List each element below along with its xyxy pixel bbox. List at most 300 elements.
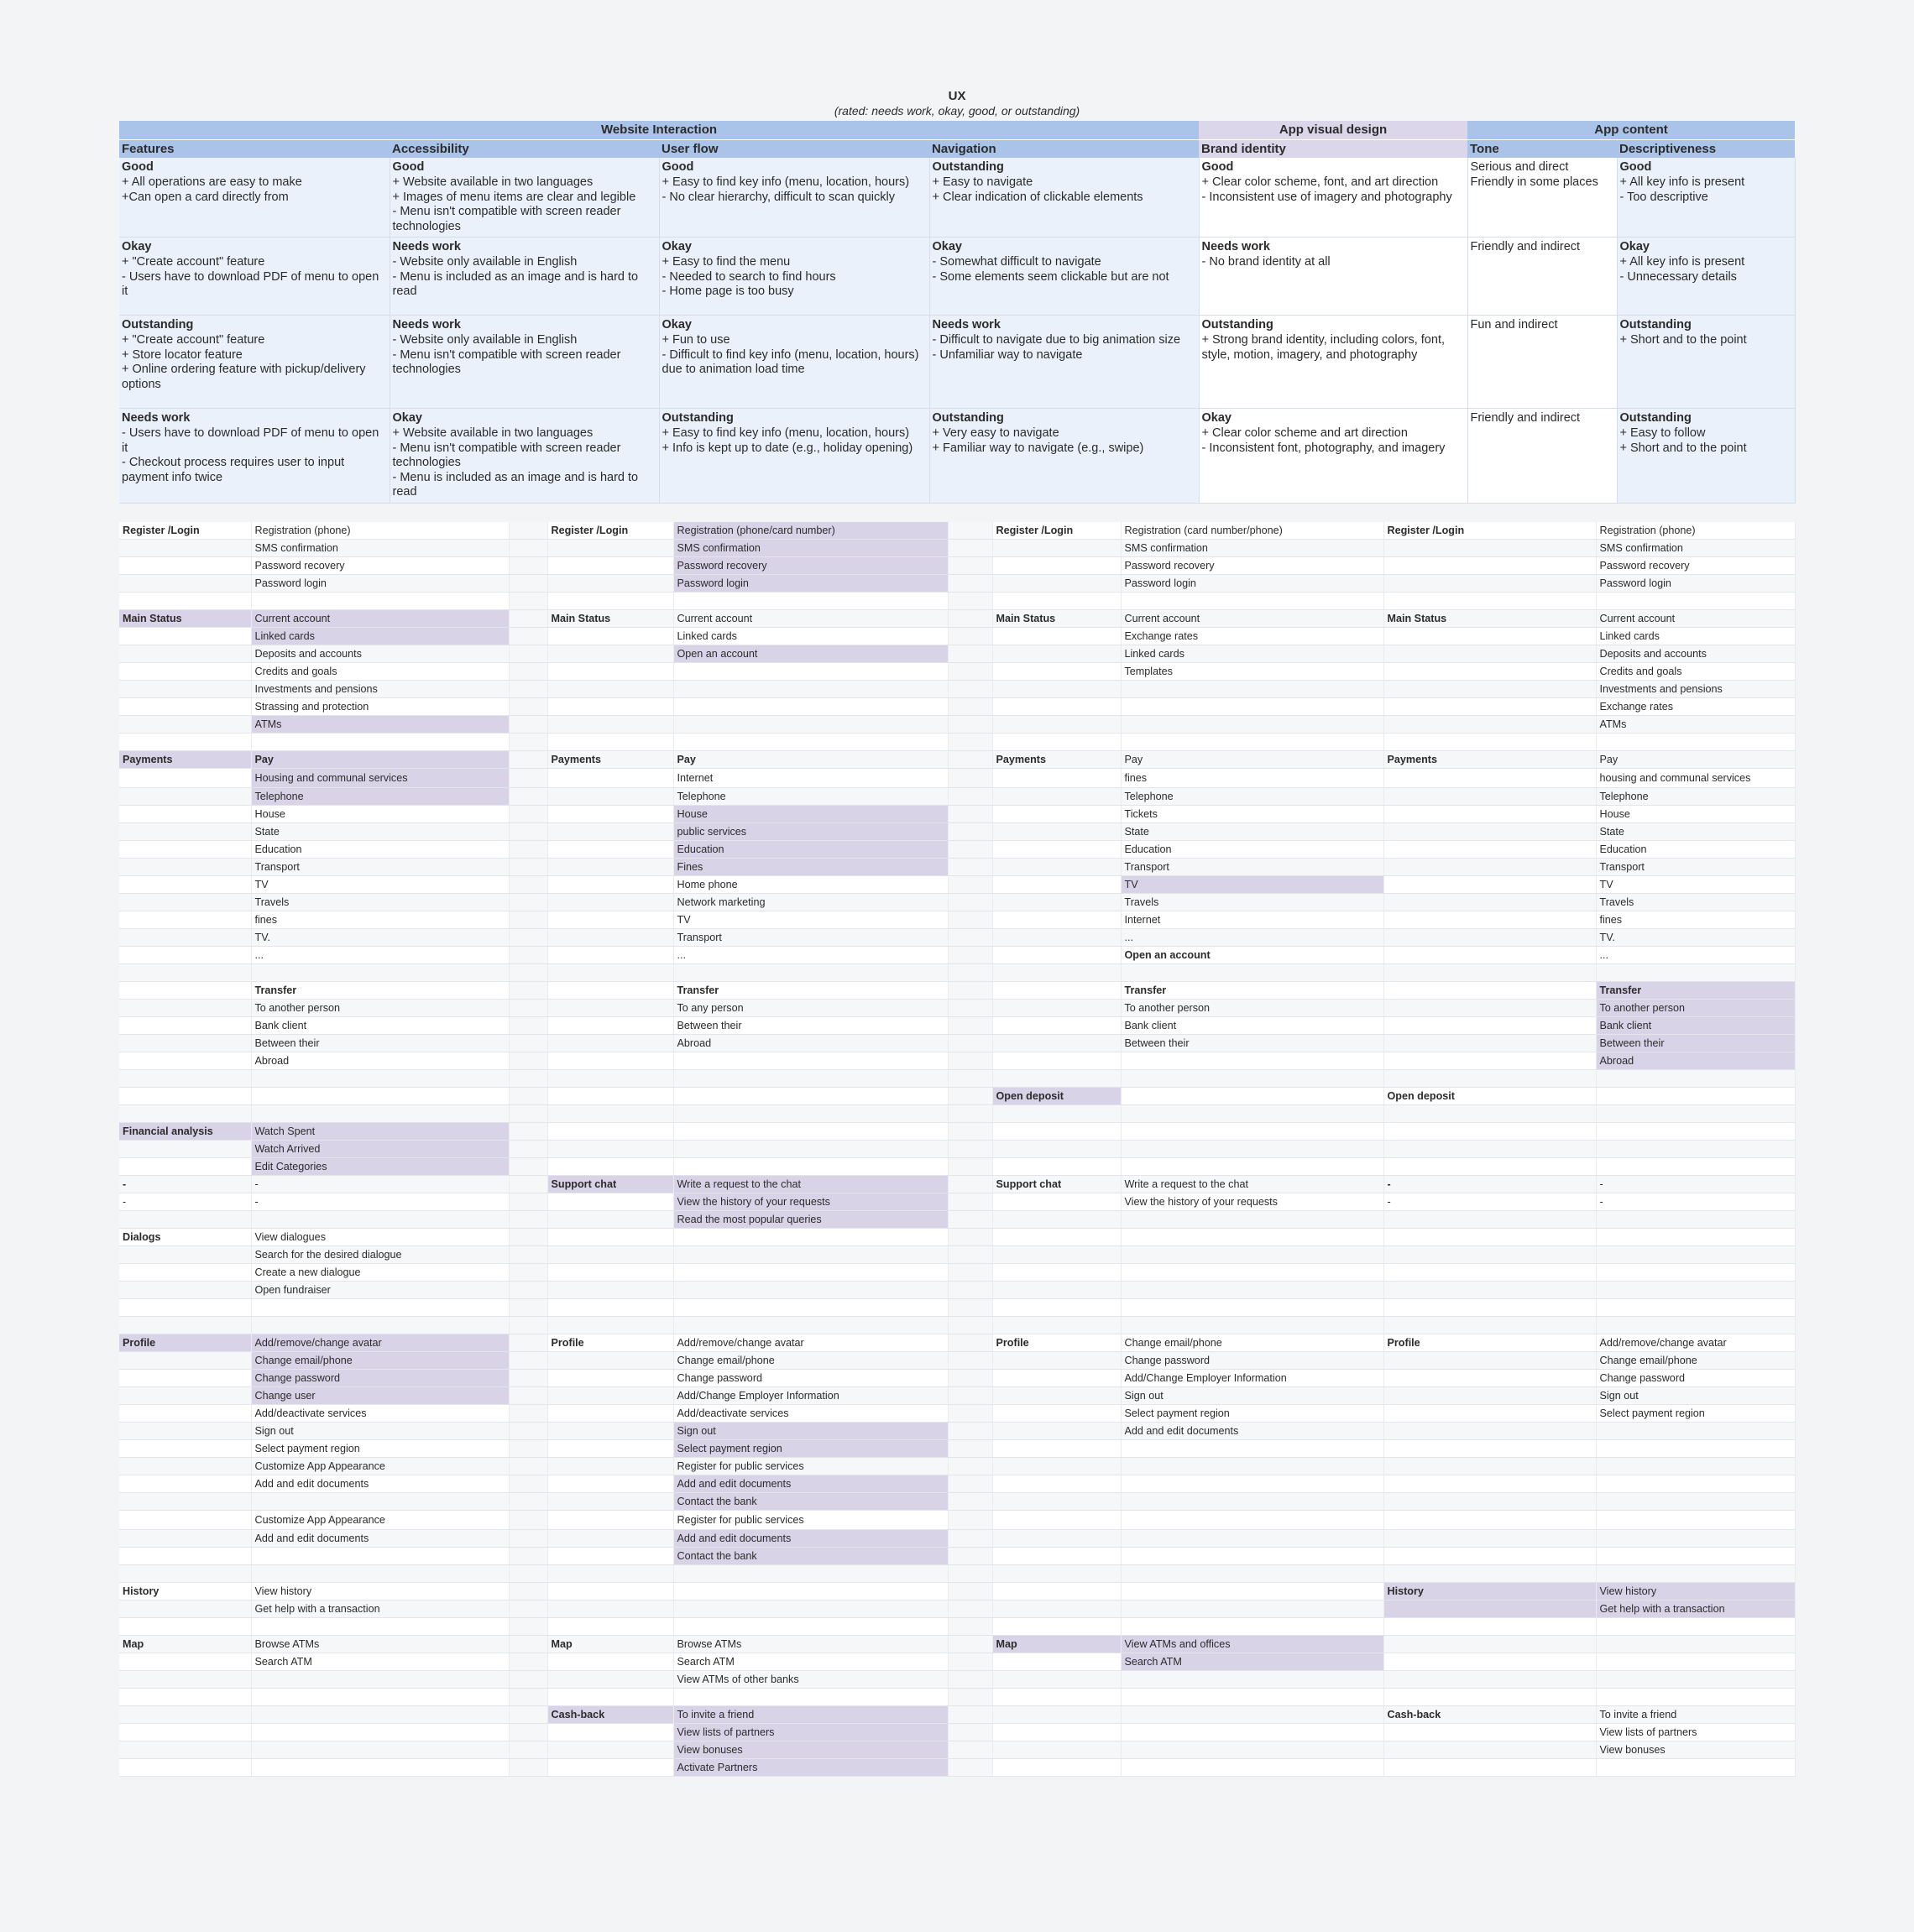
feature-item-cell	[509, 681, 547, 698]
feature-category-cell	[992, 859, 1121, 876]
column-header: User flow	[659, 139, 929, 158]
feature-item-cell	[948, 1636, 992, 1653]
feature-item-cell: Current account	[1596, 610, 1795, 628]
feature-category-cell	[119, 964, 251, 982]
feature-item-cell	[1596, 1141, 1795, 1158]
rating-label: Outstanding	[662, 411, 734, 426]
feature-item-cell	[509, 1600, 547, 1618]
feature-item-cell: Transfer	[1596, 982, 1795, 1000]
note-line: - Inconsistent use of imagery and photography	[1201, 190, 1452, 204]
feature-category-cell	[1383, 1689, 1596, 1706]
feature-item-cell	[509, 663, 547, 681]
feature-item-cell: Get help with a transaction	[1596, 1600, 1795, 1618]
feature-item-cell	[1596, 1229, 1795, 1246]
feature-item-cell	[509, 1689, 547, 1706]
feature-item-cell	[509, 894, 547, 911]
feature-row	[119, 610, 1795, 628]
feature-item-cell	[1596, 1653, 1795, 1671]
feature-item-cell	[509, 557, 547, 575]
feature-item-cell	[1596, 1440, 1795, 1458]
feature-item-cell: Telephone	[1121, 788, 1383, 806]
feature-item-cell	[251, 1671, 509, 1689]
feature-category-cell	[1383, 1211, 1596, 1229]
feature-item-cell: Add/Change Employer Information	[673, 1387, 948, 1405]
feature-item-cell	[1596, 1246, 1795, 1264]
feature-item-cell	[948, 1618, 992, 1636]
feature-category-cell	[547, 1671, 673, 1689]
feature-item-cell: Investments and pensions	[251, 681, 509, 698]
feature-category-cell	[1383, 1653, 1596, 1671]
feature-row	[119, 769, 1795, 788]
feature-item-cell: Select payment region	[673, 1440, 948, 1458]
feature-category-cell	[119, 698, 251, 716]
feature-item-cell: Select payment region	[1596, 1405, 1795, 1423]
feature-row	[119, 1052, 1795, 1070]
feature-category-cell	[992, 876, 1121, 894]
feature-category-cell	[119, 1158, 251, 1176]
rating-label: Okay	[662, 240, 692, 254]
feature-item-cell: Register for public services	[673, 1458, 948, 1475]
feature-category-cell	[547, 1387, 673, 1405]
feature-item-cell	[509, 575, 547, 593]
rating-label: Needs work	[392, 318, 461, 332]
feature-category-cell	[1383, 1618, 1596, 1636]
feature-category-cell	[119, 859, 251, 876]
feature-item-cell: Telephone	[673, 788, 948, 806]
feature-item-cell	[948, 645, 992, 663]
feature-item-cell	[673, 698, 948, 716]
feature-category-cell	[1383, 1141, 1596, 1158]
feature-item-cell	[948, 1671, 992, 1689]
feature-category-cell	[992, 1070, 1121, 1088]
feature-item-cell	[509, 1017, 547, 1035]
feature-category-cell	[119, 1070, 251, 1088]
feature-item-cell	[948, 1475, 992, 1493]
feature-item-cell	[1596, 1671, 1795, 1689]
feature-item-cell: Search for the desired dialogue	[251, 1246, 509, 1264]
ux-title-cell	[119, 86, 1795, 121]
feature-item-cell	[1596, 1088, 1795, 1105]
feature-category-cell	[992, 698, 1121, 716]
feature-category-cell	[119, 1282, 251, 1299]
feature-item-cell	[509, 982, 547, 1000]
feature-row	[119, 645, 1795, 663]
feature-item-cell	[251, 964, 509, 982]
feature-item-cell	[673, 1317, 948, 1334]
feature-category-cell	[992, 1123, 1121, 1141]
feature-row	[119, 540, 1795, 557]
feature-item-cell: Telephone	[251, 788, 509, 806]
feature-item-cell: Watch Spent	[251, 1123, 509, 1141]
feature-item-cell	[948, 540, 992, 557]
feature-item-cell	[509, 1387, 547, 1405]
feature-item-cell	[1596, 1282, 1795, 1299]
feature-row	[119, 1141, 1795, 1158]
feature-category-cell	[119, 876, 251, 894]
feature-category-cell	[1383, 628, 1596, 645]
note-line: - Menu isn't compatible with screen reader technologies	[392, 205, 621, 233]
feature-item-cell: Open fundraiser	[251, 1282, 509, 1299]
feature-item-cell	[948, 557, 992, 575]
feature-item-cell: Watch Arrived	[251, 1141, 509, 1158]
feature-category-cell	[119, 1387, 251, 1405]
feature-category-cell	[119, 1264, 251, 1282]
feature-item-cell	[1121, 964, 1383, 982]
feature-item-cell	[948, 1299, 992, 1317]
rating-label: Outstanding	[1201, 318, 1273, 332]
feature-category-cell	[547, 1565, 673, 1583]
feature-item-cell: Templates	[1121, 663, 1383, 681]
feature-item-cell	[948, 628, 992, 645]
note-line: - Some elements seem clickable but are not	[932, 269, 1169, 284]
note-line: - Users have to download PDF of menu to open it	[122, 426, 379, 455]
feature-item-cell	[948, 1405, 992, 1423]
feature-category-cell	[119, 1370, 251, 1387]
feature-item-cell: ...	[1121, 929, 1383, 947]
feature-row	[119, 929, 1795, 947]
feature-item-cell: SMS confirmation	[673, 540, 948, 557]
feature-item-cell	[251, 1759, 509, 1777]
ux-cell	[1617, 316, 1795, 409]
feature-category-cell	[992, 1000, 1121, 1017]
feature-item-cell	[1596, 1458, 1795, 1475]
note-line: + "Create account" feature	[122, 332, 265, 347]
feature-category-cell	[1383, 1035, 1596, 1052]
feature-category-cell	[119, 1246, 251, 1264]
feature-item-cell	[1121, 1070, 1383, 1088]
feature-item-cell	[948, 1653, 992, 1671]
feature-item-cell	[673, 1618, 948, 1636]
feature-row	[119, 1423, 1795, 1440]
feature-item-cell	[1121, 593, 1383, 610]
feature-category-cell	[119, 911, 251, 929]
feature-category-cell	[547, 1282, 673, 1299]
feature-item-cell	[509, 1158, 547, 1176]
feature-item-cell: State	[251, 823, 509, 841]
feature-item-cell: Password recovery	[673, 557, 948, 575]
feature-item-cell: Abroad	[1596, 1052, 1795, 1070]
note-line: + Website available in two languages	[392, 426, 594, 440]
feature-item-cell	[509, 1618, 547, 1636]
feature-row	[119, 1636, 1795, 1653]
feature-item-cell	[1596, 964, 1795, 982]
note-line: + Easy to find key info (menu, location, hours)	[662, 426, 910, 440]
feature-item-cell: Credits and goals	[251, 663, 509, 681]
feature-item-cell	[509, 876, 547, 894]
column-header: Navigation	[929, 139, 1199, 158]
feature-item-cell: Sign out	[1596, 1387, 1795, 1405]
feature-item-cell	[509, 1141, 547, 1158]
rating-label: Outstanding	[1619, 411, 1692, 426]
feature-item-cell: Registration (phone/card number)	[673, 522, 948, 540]
feature-item-cell: View history	[251, 1583, 509, 1600]
feature-category-cell	[992, 1052, 1121, 1070]
feature-category-cell	[547, 698, 673, 716]
feature-item-cell: Add and edit documents	[251, 1530, 509, 1548]
feature-item-cell	[948, 1706, 992, 1724]
feature-category-cell	[547, 593, 673, 610]
feature-item-cell: Between their	[1596, 1035, 1795, 1052]
feature-item-cell	[948, 1511, 992, 1530]
feature-category-cell	[992, 1653, 1121, 1671]
feature-category-cell	[992, 1440, 1121, 1458]
feature-category-cell	[1383, 698, 1596, 716]
ux-cell	[390, 158, 659, 237]
feature-item-cell: Fines	[673, 859, 948, 876]
feature-item-cell: Edit Categories	[251, 1158, 509, 1176]
ux-cell	[1467, 238, 1617, 316]
note-line: + Online ordering feature with pickup/delivery options	[122, 363, 366, 391]
rating-label: Outstanding	[122, 318, 194, 332]
feature-item-cell: View lists of partners	[1596, 1724, 1795, 1741]
feature-category-cell	[992, 806, 1121, 823]
feature-category-cell	[1383, 593, 1596, 610]
feature-item-cell	[948, 716, 992, 734]
feature-category-cell	[992, 734, 1121, 751]
ux-cell	[929, 316, 1199, 409]
ux-cell	[659, 238, 929, 316]
feature-category-cell	[1383, 1493, 1596, 1511]
feature-item-cell: Add/remove/change avatar	[673, 1334, 948, 1352]
note-line: + "Create account" feature	[122, 254, 265, 269]
ux-comparison-table	[119, 86, 1796, 504]
note-line: + Images of menu items are clear and legible	[392, 190, 636, 204]
feature-category-cell	[119, 1511, 251, 1530]
feature-item-cell	[509, 1706, 547, 1724]
feature-category-cell	[992, 1141, 1121, 1158]
feature-row	[119, 1475, 1795, 1493]
feature-row	[119, 1070, 1795, 1088]
feature-category-cell	[547, 1423, 673, 1440]
feature-category-cell	[547, 716, 673, 734]
feature-category-cell	[992, 911, 1121, 929]
feature-item-cell: Pay	[673, 751, 948, 769]
note-line: - Home page is too busy	[662, 285, 794, 299]
feature-category-cell	[1383, 557, 1596, 575]
column-header: Descriptiveness	[1617, 139, 1795, 158]
feature-category-cell	[547, 929, 673, 947]
feature-category-cell: Open deposit	[1383, 1088, 1596, 1105]
feature-item-cell	[1596, 734, 1795, 751]
feature-row	[119, 1583, 1795, 1600]
feature-item-cell	[509, 1193, 547, 1211]
feature-category-cell: Profile	[119, 1334, 251, 1352]
feature-item-cell: Search ATM	[673, 1653, 948, 1671]
feature-item-cell	[1121, 1123, 1383, 1141]
feature-item-cell	[948, 1493, 992, 1511]
feature-category-cell	[992, 681, 1121, 698]
feature-category-cell	[992, 1352, 1121, 1370]
feature-category-cell: Financial analysis	[119, 1123, 251, 1141]
feature-item-cell: View lists of partners	[673, 1724, 948, 1741]
feature-category-cell	[119, 823, 251, 841]
ux-cell	[1617, 238, 1795, 316]
feature-category-cell	[992, 557, 1121, 575]
feature-category-cell	[547, 1035, 673, 1052]
feature-row	[119, 788, 1795, 806]
feature-item-cell: Registration (card number/phone)	[1121, 522, 1383, 540]
feature-category-cell	[992, 1530, 1121, 1548]
feature-category-cell	[119, 1440, 251, 1458]
feature-item-cell	[948, 663, 992, 681]
feature-category-cell	[992, 894, 1121, 911]
feature-category-cell	[1383, 1511, 1596, 1530]
feature-category-cell: Dialogs	[119, 1229, 251, 1246]
note-line: + All key info is present	[1619, 175, 1745, 189]
feature-row	[119, 698, 1795, 716]
feature-row	[119, 681, 1795, 698]
feature-category-cell	[992, 1317, 1121, 1334]
feature-item-cell	[509, 1229, 547, 1246]
feature-category-cell	[547, 1193, 673, 1211]
feature-category-cell	[992, 1724, 1121, 1741]
feature-item-cell	[509, 1759, 547, 1777]
feature-category-cell	[992, 1618, 1121, 1636]
feature-item-cell	[1121, 1706, 1383, 1724]
feature-item-cell	[509, 1583, 547, 1600]
feature-item-cell	[948, 1176, 992, 1193]
group-app-visual-design: App visual design	[1199, 121, 1467, 139]
feature-item-cell: Password login	[1596, 575, 1795, 593]
feature-item-cell: Deposits and accounts	[251, 645, 509, 663]
feature-item-cell	[1596, 1511, 1795, 1530]
ux-cell	[390, 409, 659, 504]
note-line: +Can open a card directly from	[122, 190, 289, 204]
feature-item-cell	[1596, 1423, 1795, 1440]
feature-category-cell	[992, 1671, 1121, 1689]
feature-category-cell	[547, 1724, 673, 1741]
feature-item-cell: Travels	[1596, 894, 1795, 911]
feature-item-cell	[1121, 1759, 1383, 1777]
feature-item-cell: Write a request to the chat	[1121, 1176, 1383, 1193]
feature-category-cell: Cash-back	[1383, 1706, 1596, 1724]
feature-item-cell	[1121, 1052, 1383, 1070]
feature-row	[119, 734, 1795, 751]
rating-label: Good	[1201, 160, 1234, 175]
feature-category-cell	[547, 1689, 673, 1706]
note-line: + Easy to find key info (menu, location, hours)	[662, 175, 910, 189]
feature-item-cell: Between their	[251, 1035, 509, 1052]
feature-item-cell	[673, 1264, 948, 1282]
feature-item-cell	[948, 1759, 992, 1777]
feature-item-cell: Transfer	[1121, 982, 1383, 1000]
feature-category-cell	[1383, 1052, 1596, 1070]
feature-item-cell: Sign out	[673, 1423, 948, 1440]
feature-item-cell: Education	[1121, 841, 1383, 859]
feature-item-cell	[1596, 1759, 1795, 1777]
feature-category-cell	[1383, 1565, 1596, 1583]
feature-row	[119, 911, 1795, 929]
feature-item-cell	[251, 734, 509, 751]
feature-category-cell	[992, 1246, 1121, 1264]
feature-item-cell	[1596, 1158, 1795, 1176]
feature-row	[119, 1246, 1795, 1264]
feature-item-cell	[948, 1334, 992, 1352]
feature-row	[119, 1000, 1795, 1017]
feature-category-cell	[992, 645, 1121, 663]
ux-row	[119, 238, 1795, 316]
note-line: + All operations are easy to make	[122, 175, 302, 189]
feature-item-cell: ...	[251, 947, 509, 964]
feature-item-cell: Password login	[1121, 575, 1383, 593]
feature-category-cell: Cash-back	[547, 1706, 673, 1724]
feature-item-cell	[509, 1088, 547, 1105]
feature-row	[119, 1493, 1795, 1511]
feature-item-cell	[948, 1530, 992, 1548]
feature-category-cell	[547, 1493, 673, 1511]
feature-item-cell: House	[251, 806, 509, 823]
note-line: + Very easy to navigate	[932, 426, 1059, 440]
feature-item-cell	[1596, 1493, 1795, 1511]
feature-item-cell: Linked cards	[251, 628, 509, 645]
feature-category-cell	[119, 947, 251, 964]
feature-category-cell: Register /Login	[547, 522, 673, 540]
feature-item-cell	[509, 1352, 547, 1370]
feature-item-cell	[509, 1070, 547, 1088]
feature-item-cell	[251, 1565, 509, 1583]
feature-item-cell: Pay	[1596, 751, 1795, 769]
feature-category-cell	[1383, 859, 1596, 876]
feature-row	[119, 1653, 1795, 1671]
feature-item-cell	[673, 1583, 948, 1600]
feature-item-cell	[1121, 1264, 1383, 1282]
note-line: - Too descriptive	[1619, 190, 1708, 204]
feature-item-cell	[1121, 698, 1383, 716]
feature-category-cell	[547, 964, 673, 982]
feature-item-cell: SMS confirmation	[1121, 540, 1383, 557]
feature-item-cell	[948, 1123, 992, 1141]
note-line: + All key info is present	[1619, 254, 1745, 269]
feature-category-cell	[1383, 947, 1596, 964]
feature-row	[119, 1458, 1795, 1475]
feature-category-cell	[119, 1565, 251, 1583]
feature-item-cell: Select payment region	[1121, 1405, 1383, 1423]
feature-category-cell	[1383, 1282, 1596, 1299]
feature-item-cell: Transfer	[673, 982, 948, 1000]
feature-item-cell	[1596, 1548, 1795, 1565]
feature-category-cell	[1383, 1636, 1596, 1653]
feature-category-cell	[992, 964, 1121, 982]
feature-item-cell	[1121, 1105, 1383, 1123]
note-line: Friendly and indirect	[1470, 240, 1581, 254]
feature-category-cell: Open deposit	[992, 1088, 1121, 1105]
rating-label: Needs work	[932, 318, 1001, 332]
feature-category-cell	[1383, 1000, 1596, 1017]
ux-row	[119, 158, 1795, 237]
feature-row	[119, 1405, 1795, 1423]
note-line: Fun and indirect	[1470, 318, 1558, 332]
feature-item-cell: fines	[251, 911, 509, 929]
note-line: + Store locator feature	[122, 347, 243, 362]
feature-item-cell	[1121, 1141, 1383, 1158]
feature-category-cell	[119, 841, 251, 859]
feature-category-cell	[547, 947, 673, 964]
feature-category-cell	[1383, 1229, 1596, 1246]
feature-category-cell	[1383, 663, 1596, 681]
feature-item-cell	[509, 1671, 547, 1689]
feature-item-cell	[509, 929, 547, 947]
feature-item-cell: Travels	[251, 894, 509, 911]
note-line: + Short and to the point	[1619, 332, 1747, 347]
feature-category-cell	[1383, 1440, 1596, 1458]
feature-item-cell	[673, 1070, 948, 1088]
feature-item-cell: Add/deactivate services	[251, 1405, 509, 1423]
feature-item-cell: To another person	[251, 1000, 509, 1017]
feature-item-cell	[509, 1211, 547, 1229]
feature-category-cell	[119, 1600, 251, 1618]
feature-item-cell: -	[1596, 1193, 1795, 1211]
feature-item-cell	[1121, 1299, 1383, 1317]
